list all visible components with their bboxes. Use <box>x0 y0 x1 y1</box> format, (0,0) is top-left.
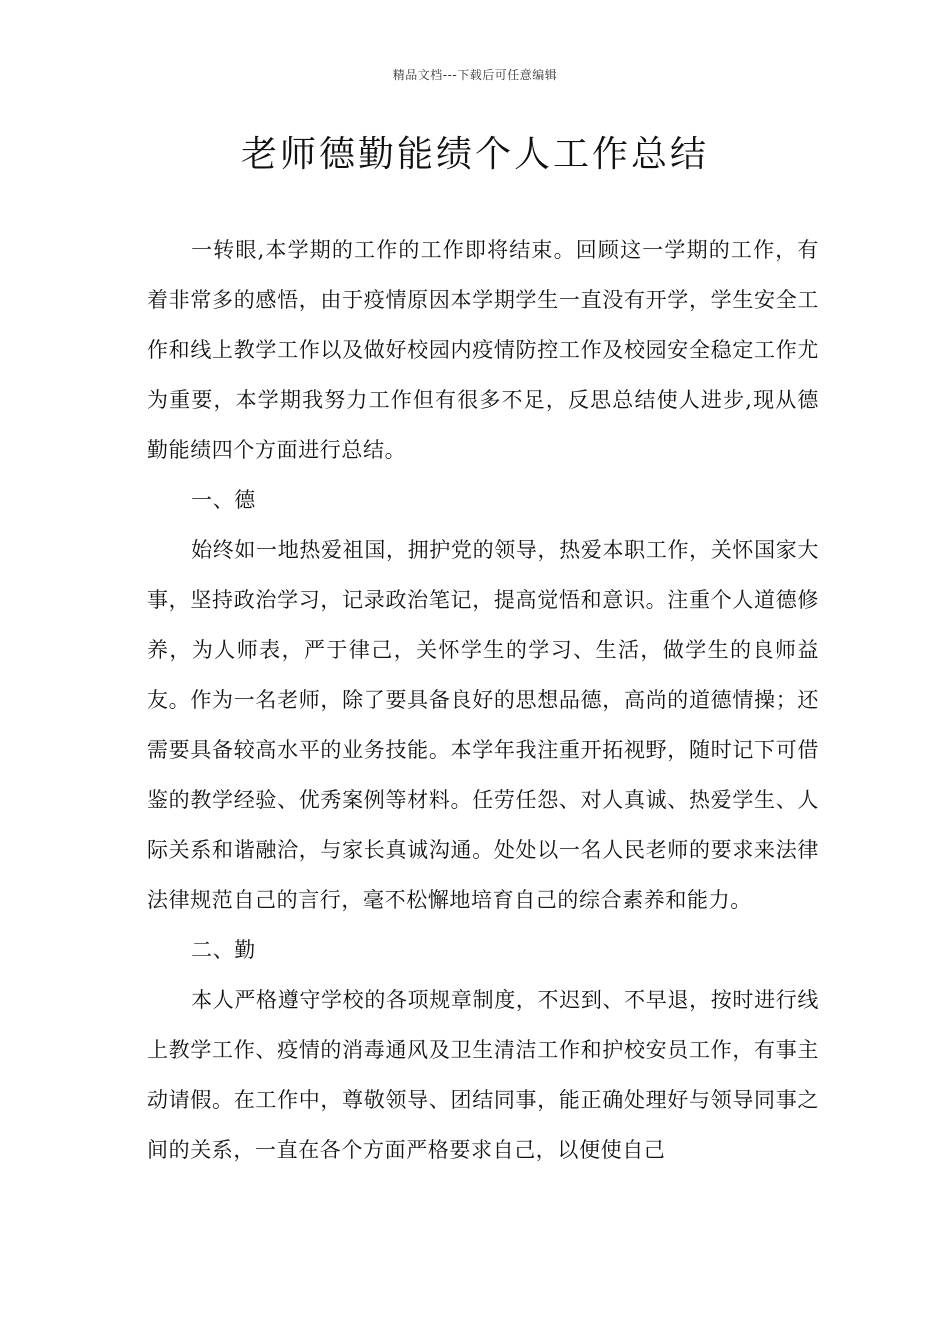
document-body <box>147 225 819 1175</box>
document-title: 老师德勤能绩个人工作总结 <box>240 134 709 175</box>
section-heading-de: 一、德 <box>191 488 256 512</box>
header-note: 精品文档---下载后可任意编辑 <box>392 68 558 82</box>
section-heading-qin: 二、勤 <box>191 938 256 962</box>
de-paragraph: 始终如一地热爱祖国，拥护党的领导，热爱本职工作，关怀国家大事，坚持政治学习，记录政治笔记，提高觉悟和意识。注重个人道德修养，为人师表，严于律己，关怀学生的学习、生活，做学生的良师益友。作为一名老师，除了要具备良好的思想品德，高尚的道德情操；还需要具备较高水平的业务技能。本学年我注重开拓视野，随时记下可借鉴的教学经验、优秀案例等材料。任劳任怨、对人真诚、热爱学生、人际关系和谐融洽，与家长真诚沟通。处处以一名人民老师的要求来法律法律规范自己的言行，毫不松懈地培育自己的综合素养和能力。 <box>147 538 819 912</box>
qin-paragraph: 本人严格遵守学校的各项规章制度，不迟到、不早退，按时进行线上教学工作、疫情的消毒通风及卫生清洁工作和护校安员工作，有事主动请假。在工作中，尊敬领导、团结同事，能正确处理好与领导同事之间的关系，一直在各个方面严格要求自己，以便使自己 <box>147 988 819 1162</box>
intro-paragraph: 一转眼,本学期的工作的工作即将结束。回顾这一学期的工作，有着非常多的感悟，由于疫情原因本学期学生一直没有开学，学生安全工作和线上教学工作以及做好校园内疫情防控工作及校园安全稳定工作尤为重要，本学期我努力工作但有很多不足，反思总结使人进步,现从德勤能绩四个方面进行总结。 <box>147 238 819 462</box>
